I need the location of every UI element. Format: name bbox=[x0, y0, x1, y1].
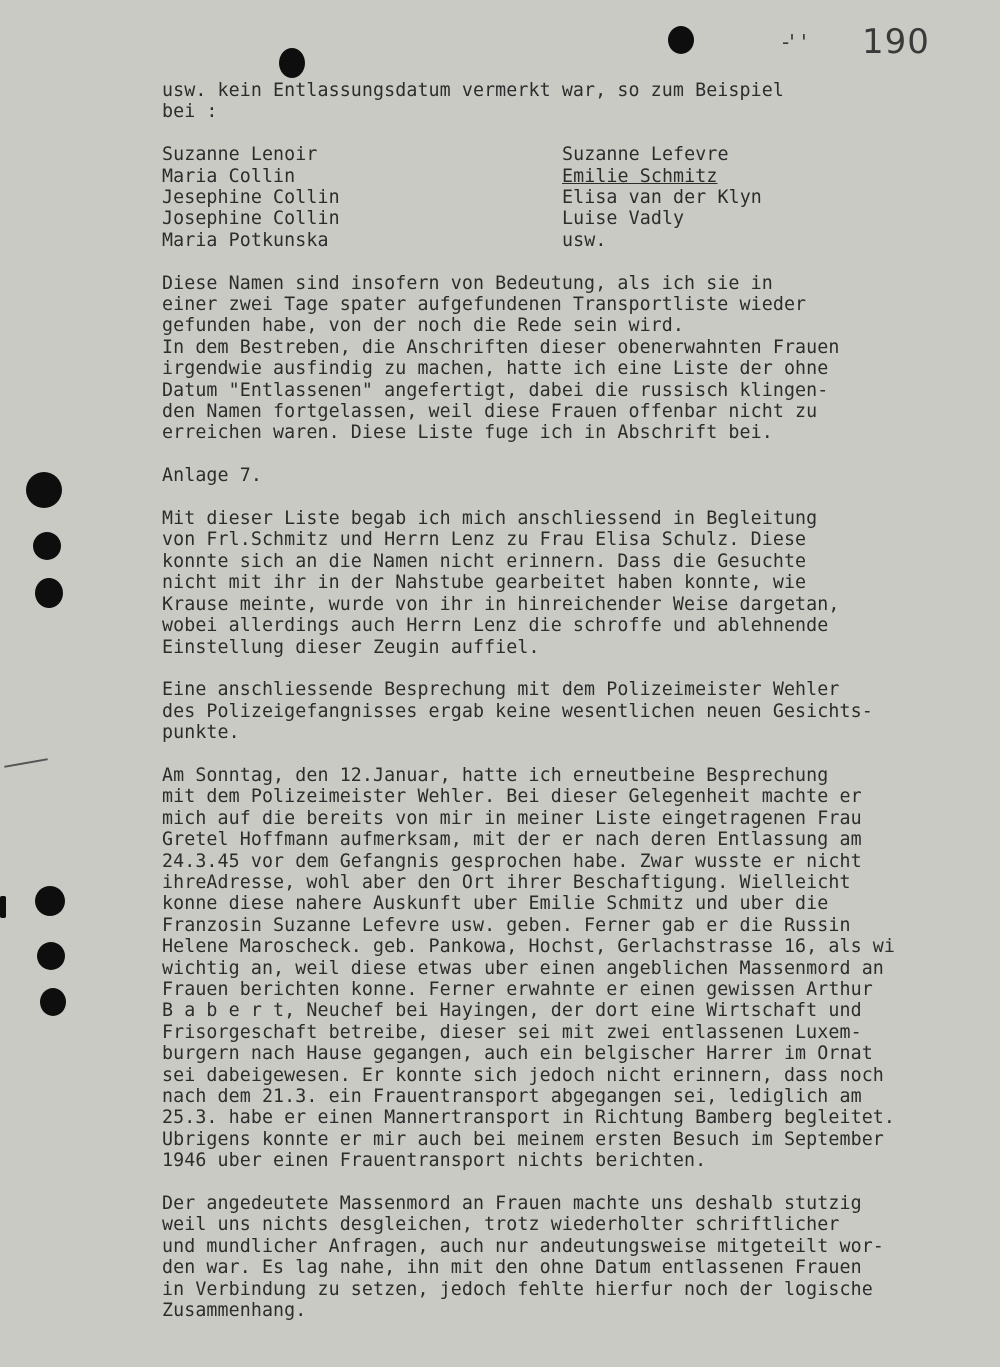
names-column-right bbox=[562, 144, 962, 251]
paragraph-2: Mit dieser Liste begab ich mich anschliessend in Begleitung von Frl.Schmitz und Herrn Lenz zu Frau Elisa Schulz. Diese konnte sich an die Namen nicht erinnern. Dass die Gesuchte nicht mit ihr in der Nahstube gearbeitet haben konnte, wie Krause meinte, wurde von ihr in hinreichender Weise dargetan, wobei allerdings auch Herrn Lenz die schroffe und ablehnende Einstellung dieser Zeugin auffiel. bbox=[162, 508, 840, 658]
paragraph-4: Am Sonntag, den 12.Januar, hatte ich erneutbeine Besprechung mit dem Polizeimeister Wehler. Bei dieser Gelegenheit machte er mich auf die bereits von mir in meiner Liste eingetragenen Frau Gretel Hoffmann aufmerksam, mit der er nach deren Entlassung am 24.3.45 vor dem Gefangnis gesprochen habe. Zwar wusste er nicht ihreAdresse, wohl aber den Ort ihrer Beschaftigung. Wielleicht konne diese nahere Auskunft uber Emilie Schmitz und uber die Franzosin Suzanne Lefevre usw. geben. Ferner gab er die Russin Helene Maroscheck. geb. Pankowa, Hochst, Gerlachstrasse 16, als wi wichtig an, weil diese etwas uber einen angeblichen Massenmord an Frauen berichten konne. Ferner erwahnte er einen gewissen Arthur B a b e r t, Neuchef bei Hayingen, der dort eine Wirtschaft und Frisorgeschaft betreibe, dieser sei mit zwei entlassenen Luxem- burgern nach Hause gegangen, auch ein belgischer Harrer im Ornat sei dabeigewesen. Er konnte sich jedoch nicht erinnern, dass noch nach dem 21.3. ein Frauentransport abgegangen sei, lediglich am 25.3. habe er einen Mannertransport in Richtung Bamberg begleitet. Ubrigens konnte er mir auch bei meinem ersten Besuch im September 1946 uber einen Frauentransport nichts berichten. bbox=[162, 764, 896, 1172]
names-list bbox=[162, 144, 992, 251]
name-item: Maria Collin bbox=[162, 165, 296, 187]
binder-hole-2 bbox=[33, 532, 61, 560]
intro-paragraph: usw. kein Entlassungsdatum vermerkt war, so zum Beispiel bei : bbox=[162, 80, 784, 123]
name-item: Elisa van der Klyn bbox=[562, 187, 762, 209]
attachment-reference: Anlage 7. bbox=[162, 465, 262, 487]
page-mark: -' ' bbox=[782, 30, 807, 54]
page-number: 190 bbox=[862, 22, 930, 62]
punch-hole-top-right bbox=[668, 26, 694, 54]
binder-hole-4 bbox=[35, 886, 65, 916]
edge-mark bbox=[0, 896, 6, 918]
name-item: Luise Vadly bbox=[562, 208, 685, 230]
binder-hole-1 bbox=[26, 472, 62, 508]
punch-hole-top-left bbox=[279, 48, 305, 78]
paragraph-3: Eine anschliessende Besprechung mit dem Polizeimeister Wehler des Polizeigefangnisses ergab keine wesentlichen neuen Gesichts- punkte. bbox=[162, 679, 873, 744]
name-item: Jesephine Collin bbox=[162, 187, 340, 209]
name-item: usw. bbox=[562, 229, 607, 251]
paragraph-1: Diese Namen sind insofern von Bedeutung, als ich sie in einer zwei Tage spater aufgefundenen Transportliste wieder gefunden habe, von der noch die Rede sein wird. In dem Bestreben, die Anschriften dieser obenerwahnten Frauen irgendwie ausfindig zu machen, hatte ich eine Liste der ohne Datum "Entlassenen" angefertigt, dabei die russisch klingen- den Namen fortgelassen, weil diese Frauen offenbar nicht zu erreichen waren. Diese Liste fuge ich in Abschrift bei. bbox=[162, 272, 840, 444]
name-item: Suzanne Lefevre bbox=[562, 144, 729, 166]
binder-hole-3 bbox=[35, 578, 63, 608]
names-column-left bbox=[162, 144, 562, 251]
name-item: Maria Potkunska bbox=[162, 229, 329, 251]
name-item-underlined: Emilie Schmitz bbox=[562, 165, 718, 187]
binder-hole-5 bbox=[37, 942, 65, 970]
binder-hole-6 bbox=[40, 988, 66, 1016]
margin-tick-mark bbox=[4, 758, 48, 768]
paragraph-5: Der angedeutete Massenmord an Frauen machte uns deshalb stutzig weil uns nichts desgleichen, trotz wiederholter schriftlicher und mundlicher Anfragen, auch nur andeutungsweise mitgeteilt wor- den war. Es lag nahe, ihn mit den ohne Datum entlassenen Frauen in Verbindung zu setzen, jedoch fehlte hierfur noch der logische Zusammenhang. bbox=[162, 1193, 884, 1322]
name-item: Josephine Collin bbox=[162, 208, 340, 230]
document-body bbox=[162, 80, 992, 1343]
name-item: Suzanne Lenoir bbox=[162, 144, 318, 166]
